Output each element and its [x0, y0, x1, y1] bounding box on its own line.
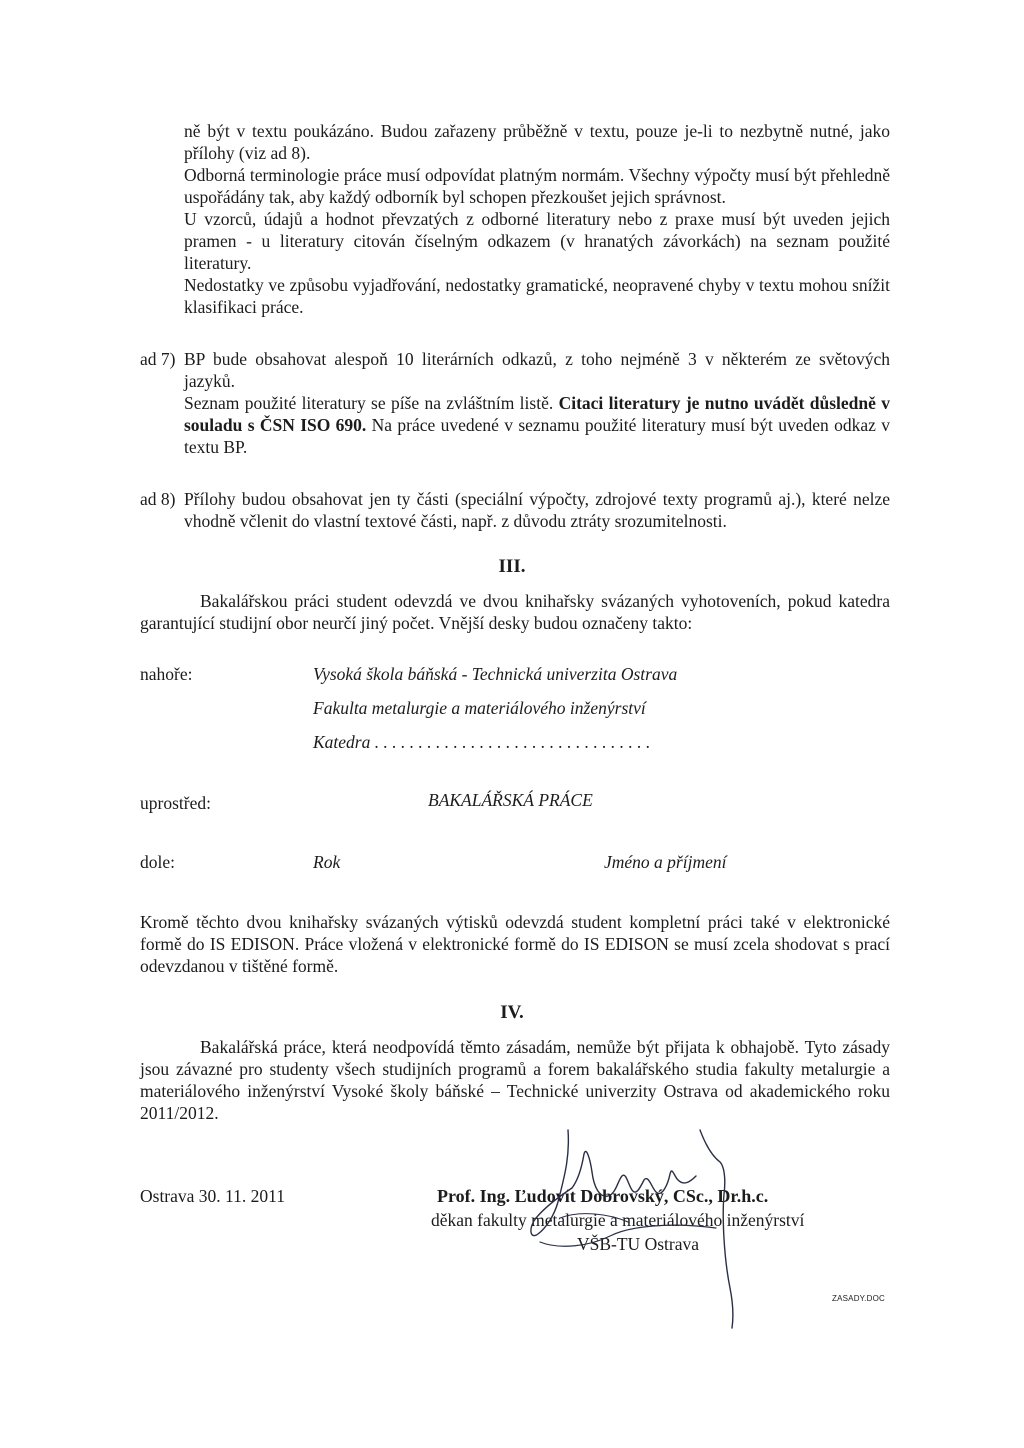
- ad7-text-start: Seznam použité literatury se píše na zvláštním listě.: [184, 393, 559, 413]
- dean-role: děkan fakulty metalurgie a materiálového inženýrství: [431, 1210, 805, 1230]
- ad7-text-end: Na práce uvedené v seznamu použité literatury musí být uveden odkaz v textu BP.: [184, 415, 890, 457]
- paragraph-language-deficiencies: Nedostatky ve způsobu vyjadřování, nedostatky gramatické, neopravené chyby v textu mohou snížit klasifikaci práce.: [184, 275, 890, 317]
- cover-top-department: Katedra . . . . . . . . . . . . . . . . . . . . . . . . . . . . . . . .: [313, 732, 651, 752]
- cover-middle-title: BAKALÁŘSKÁ PRÁCE: [428, 790, 593, 810]
- dean-name: Prof. Ing. Ľudovít Dobrovský, CSc., Dr.h.c.: [437, 1186, 769, 1206]
- cover-middle-label: uprostřed:: [140, 793, 211, 813]
- ad7-paragraph-1: BP bude obsahovat alespoň 10 literárních odkazů, z toho nejméně 3 v některém ze světových jazyků.: [184, 349, 890, 391]
- ad7-citation-rule: Citaci literatury je nutno uvádět důsledně v souladu s ČSN ISO 690.: [184, 393, 890, 435]
- ad7-paragraph-2: [184, 392, 890, 458]
- ad7-label: ad 7): [140, 349, 176, 369]
- ad7-block: [184, 348, 890, 458]
- cover-top-university: Vysoká škola báňská - Technická univerzita Ostrava: [313, 664, 678, 684]
- cover-bottom-year: Rok: [313, 852, 341, 872]
- dean-institution: VŠB-TU Ostrava: [577, 1234, 699, 1254]
- ad8-block: [184, 488, 890, 532]
- ad8-paragraph: Přílohy budou obsahovat jen ty části (speciální výpočty, zdrojové texty programů aj.), které nelze vhodně včlenit do vlastní textové části, např. z důvodu ztráty srozumitelnosti.: [184, 489, 890, 531]
- file-code: ZASADY.DOC: [832, 1294, 885, 1303]
- cover-bottom-label: dole:: [140, 852, 175, 872]
- section-4-text: Bakalářská práce, která neodpovídá těmto zásadám, nemůže být přijata k obhajobě. Tyto zásady jsou závazné pro studenty všech studijních programů a forem bakalářského studia fakulty metalurgie a materiálového inženýrství Vysoké školy báňské – Technické univerzity Ostrava od akademického roku 2011/2012.: [140, 1037, 890, 1123]
- section-3-intro: Bakalářskou práci student odevzdá ve dvou knihařsky svázaných vyhotoveních, pokud katedra garantující studijní obor neurčí jiný počet. Vnější desky budou označeny takto:: [140, 591, 890, 633]
- cover-top-label: nahoře:: [140, 664, 193, 684]
- place-date: Ostrava 30. 11. 2011: [140, 1186, 285, 1206]
- section-3-electronic: Kromě těchto dvou knihařsky svázaných výtisků odevzdá student kompletní práci také v elektronické formě do IS EDISON. Práce vložená v elektronické formě do IS EDISON se musí zcela shodovat s prací odevzdanou v tištěné formě.: [140, 912, 890, 976]
- section-continuation: [184, 120, 890, 318]
- ad8-label: ad 8): [140, 489, 176, 509]
- paragraph-references-in-text: ně být v textu poukázáno. Budou zařazeny průběžně v textu, pouze je-li to nezbytně nutné, jako přílohy (viz ad 8).: [184, 121, 890, 163]
- section-4-heading: IV.: [500, 1002, 524, 1023]
- paragraph-terminology: Odborná terminologie práce musí odpovídat platným normám. Všechny výpočty musí být přehledně uspořádány tak, aby každý odborník byl schopen přezkoušet jejich správnost.: [184, 165, 890, 207]
- cover-bottom-name: Jméno a příjmení: [604, 852, 727, 872]
- section-3-heading: III.: [498, 556, 526, 577]
- paragraph-formula-sources: U vzorců, údajů a hodnot převzatých z odborné literatury nebo z praxe musí být uveden jejich pramen - u literatury citován číselným odkazem (v hranatých závorkách) na seznam použité literatury.: [184, 209, 890, 273]
- cover-top-faculty: Fakulta metalurgie a materiálového inženýrství: [313, 698, 646, 718]
